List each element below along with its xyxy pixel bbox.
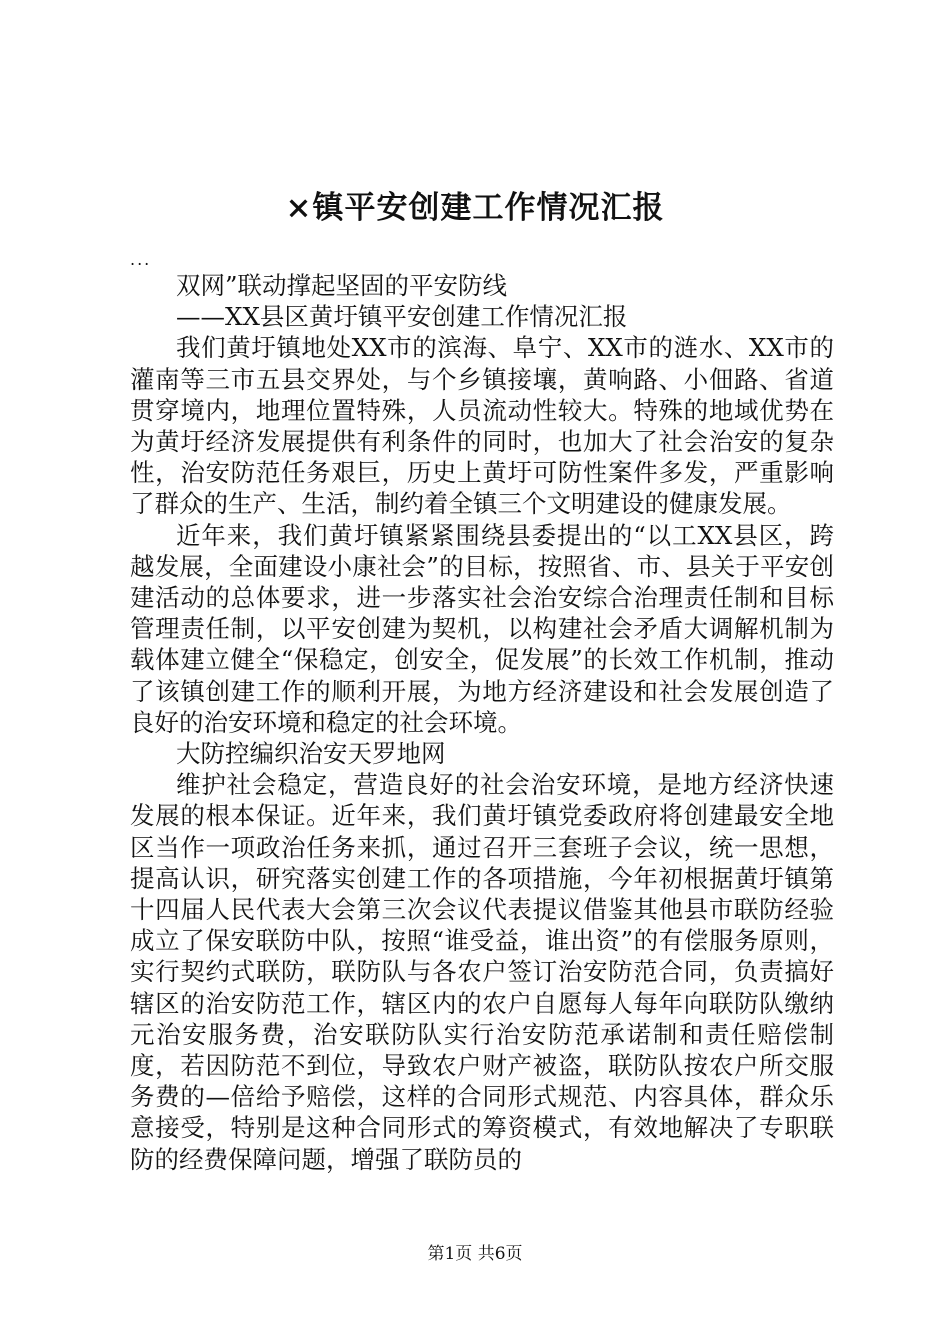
- heading-double-net: 双网”联动撑起坚固的平安防线: [176, 271, 508, 300]
- heading-prevention: 大防控编织治安天罗地网: [176, 739, 446, 769]
- paragraph-recent-years: 近年来，我们黄圩镇紧紧围绕县委提出的“以工XX县区，跨越发展，全面建设小康社会”的目标，按照省、市、县关于平安创建活动的总体要求，进一步落实社会治安综合治理责任制和目标管理责任制，以平安创建为契机，以构建社会矛盾大调解机制为载体建立健全“保稳定，创安全，促发展”的长效工作机制，推动了该镇创建工作的顺利开展，为地方经济建设和社会发展创造了良好的治安环境和稳定的社会环境。: [130, 520, 834, 737]
- paragraph-location: 我们黄圩镇地处XX市的滨海、阜宁、XX市的涟水、XX市的灌南等三市五县交界处，与个乡镇接壤，黄响路、小佃路、省道贯穿境内，地理位置特殊，人员流动性较大。特殊的地域优势在为黄圩经济发展提供有利条件的同时，也加大了社会治安的复杂性，治安防范任务艰巨，历史上黄圩可防性案件多发，严重影响了群众的生产、生活，制约着全镇三个文明建设的健康发展。: [130, 333, 834, 519]
- document-body: [130, 250, 834, 1175]
- paragraph-stability: 维护社会稳定，营造良好的社会治安环境，是地方经济快速发展的根本保证。近年来，我们黄圩镇党委政府将创建最安全地区当作一项政治任务来抓，通过召开三套班子会议，统一思想，提高认识，研究落实创建工作的各项措施，今年初根据黄圩镇第十四届人民代表大会第三次会议代表提议借鉴其他县市联防经验成立了保安联防中队，按照“谁受益，谁出资”的有偿服务原则，实行契约式联防，联防队与各农户签订治安防范合同，负责搞好辖区的治安防范工作，辖区内的农户自愿每人每年向联防队缴纳元治安服务费，治安联防队实行治安防范承诺制和责任赔偿制度，若因防范不到位，导致农户财产被盗，联防队按农户所交服务费的—倍给予赔偿，这样的合同形式规范、内容具体，群众乐意接受，特别是这种合同形式的筹资模式，有效地解决了专职联防的经费保障问题，增强了联防员的: [130, 770, 834, 1174]
- document-title: ×镇平安创建工作情况汇报: [285, 190, 665, 226]
- subtitle-report: ——XX县区黄圩镇平安创建工作情况汇报: [176, 302, 628, 332]
- ellipsis-marker: ...: [130, 250, 152, 269]
- page-footer: 第1页 共6页: [427, 1244, 523, 1264]
